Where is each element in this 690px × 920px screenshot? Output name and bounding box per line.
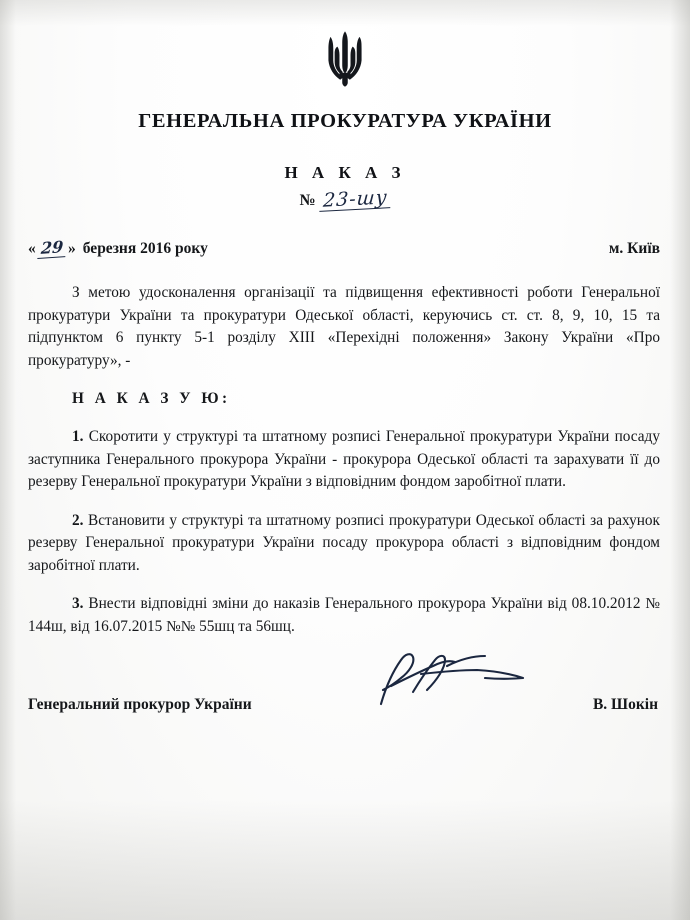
order-item-2-number: 2. <box>72 511 84 529</box>
order-item-3 <box>28 593 660 638</box>
emblem-container <box>26 0 664 88</box>
page-bottom-space <box>26 714 664 864</box>
document-number <box>26 186 664 212</box>
signatory-name: В. Шокін <box>592 696 658 714</box>
document-date <box>28 238 208 258</box>
order-item-3-number: 3. <box>72 595 84 613</box>
document-place: м. Київ <box>608 240 660 258</box>
number-handwritten-value: 23-шу <box>319 188 391 212</box>
order-item-2-text: Встановити у структурі та штатному розписі прокуратури Одеської області за рахунок резерву Генеральної прокуратури України посаду прокурора області з відповідним фондом заробітної плати. <box>28 511 660 574</box>
preamble-paragraph: З метою удосконалення організації та підвищення ефективності роботи Генеральної прокуратури України та прокуратури Одеської області, керуючись ст. ст. 8, 9, 10, 15 та підпунктом 6 пункту 5-1 розділу XIII «Перехідні положення» Закону України «Про прокуратуру», - <box>28 284 660 369</box>
document-type: Н А К А З <box>284 163 406 182</box>
ukraine-trident-emblem-icon <box>324 30 366 88</box>
number-sign: № <box>299 192 316 210</box>
order-item-1 <box>28 426 660 493</box>
order-item-2 <box>28 510 660 577</box>
date-quote-close: » <box>68 240 76 258</box>
signatory-title: Генеральний прокурор України <box>28 696 252 714</box>
order-item-1-number: 1. <box>72 428 84 446</box>
order-item-1-text: Скоротити у структурі та штатному розписі Генеральної прокуратури України посаду заступника Генерального прокурора України - прокурора Одеської області та зарахувати її до резерву Генеральної прокуратури України з відповідним фондом заробітної плати. <box>28 428 660 491</box>
order-item-3-text: Внести відповідні зміни до наказів Генерального прокурора України від 08.10.2012 № 144ш, від 16.07.2015 №№ 55шц та 56шц. <box>28 595 660 635</box>
date-quote-open: « <box>28 240 36 258</box>
order-keyword: Н А К А З У Ю: <box>72 389 231 407</box>
handwritten-signature-icon <box>361 646 551 712</box>
date-day-handwritten: 29 <box>37 237 67 259</box>
organization-title: ГЕНЕРАЛЬНА ПРОКУРАТУРА УКРАЇНИ <box>138 110 552 132</box>
date-place-row <box>26 238 664 258</box>
signature-row <box>26 696 664 714</box>
document-body <box>26 282 664 638</box>
date-month-year: березня 2016 року <box>82 240 208 258</box>
